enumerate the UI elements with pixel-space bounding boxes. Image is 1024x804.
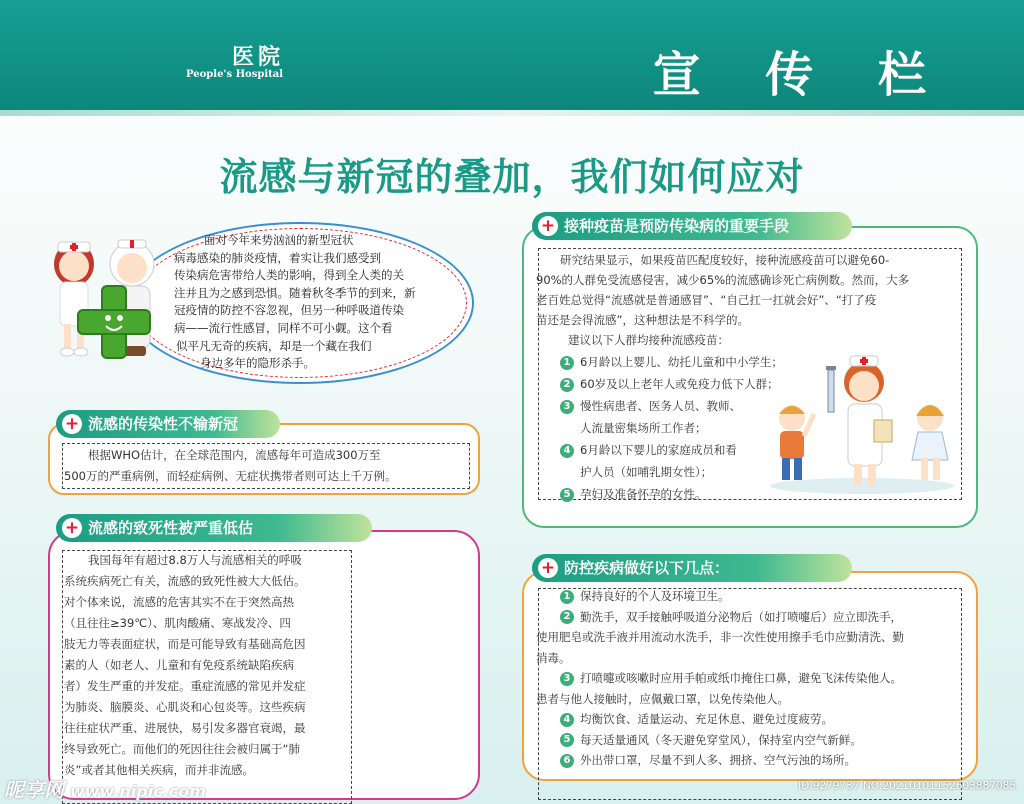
prevention-line: 消毒。 — [536, 650, 571, 665]
section-transmissibility-text — [64, 445, 396, 487]
number-badge: 4 — [560, 713, 574, 727]
section-prevention-title: 防控疾病做好以下几点： — [564, 559, 730, 577]
para-line: 肢无力等表面症状，而是可能导致有基础高危因 — [64, 637, 306, 651]
page-title: 流感与新冠的叠加，我们如何应对 — [219, 155, 805, 199]
para-line: 终导致死亡。而他们的死因往往会被归属于“肺 — [64, 742, 300, 756]
para-line: 系统疾病死亡有关，流感的致死性被大大低估。 — [64, 574, 306, 588]
para-line: 往往症状严重、进展快，易引发多器官衰竭，最 — [64, 721, 306, 735]
prevention-item-text: 打喷嚏或咳嗽时应用手帕或纸巾掩住口鼻，避免飞沫传染他人。 — [580, 671, 902, 685]
section-transmissibility-header — [56, 410, 280, 438]
section-vaccine-text — [536, 250, 909, 330]
number-badge: 1 — [560, 356, 574, 370]
para-line: 素的人（如老人、儿童和有免疫系统缺陷疾病 — [64, 658, 294, 672]
number-badge: 4 — [560, 444, 574, 458]
para-line: 500万的严重病例，而轻症病例、无症状携带者则可达上千万例。 — [64, 469, 397, 483]
watermark-site: www.nipic.com — [70, 782, 206, 801]
prevention-line: 患者与他人接触时，应佩戴口罩，以免传染他人。 — [536, 691, 789, 706]
section-prevention-header — [532, 554, 852, 582]
number-badge: 5 — [560, 733, 574, 747]
watermark-logo — [4, 774, 206, 803]
vaccine-item-text: 慢性病患者、医务人员、教师、 — [580, 399, 741, 413]
header-title: 宣 传 栏 — [652, 47, 950, 103]
vaccine-item-continued: 护人员（如哺乳期女性）； — [580, 465, 713, 479]
prevention-line: 使用肥皂或洗手液并用流动水洗手，非一次性使用擦手毛巾应勤清洗、勤 — [536, 630, 904, 644]
para-line: 老百姓总觉得“流感就是普通感冒”、“自己扛一扛就会好”、“打了疫 — [536, 293, 877, 307]
prevention-item — [536, 730, 904, 751]
prevention-item — [536, 607, 904, 628]
vaccine-intro: 建议以下人群均接种流感疫苗： — [568, 333, 729, 347]
number-badge: 6 — [560, 754, 574, 768]
intro-line: 面对今年来势汹汹的新型冠状 — [204, 233, 354, 247]
prevention-item-text: 保持良好的个人及环境卫生。 — [580, 589, 730, 603]
prevention-item-text: 均衡饮食、适量运动、充足休息、避免过度疲劳。 — [580, 712, 833, 726]
prevention-item — [536, 586, 904, 607]
plus-icon: + — [62, 414, 82, 434]
plus-icon: + — [538, 558, 558, 578]
para-line: 研究结果显示，如果疫苗匹配度较好，接种流感疫苗可以避免60- — [560, 253, 890, 267]
prevention-item-text: 外出带口罩，尽量不到人多、拥挤、空气污浊的场所。 — [580, 753, 856, 767]
nurse-children-illustration — [766, 348, 958, 496]
para-line: 对个体来说，流感的危害其实不在于突然高热 — [64, 595, 294, 609]
vaccine-item — [560, 442, 737, 458]
para-line: （且往往≥39℃）、肌肉酸痛、寒战发冷、四 — [64, 616, 291, 630]
vaccine-item-text: 6月龄以下婴儿的家庭成员和看 — [580, 443, 737, 457]
section-vaccine-header — [532, 212, 852, 240]
para-line: 根据WHO估计，在全球范围内，流感每年可造成300万至 — [88, 448, 381, 462]
vaccine-item — [560, 486, 707, 502]
watermark-id: ID:9279737 NO:20210101152603887085 — [798, 780, 1016, 792]
watermark-brand: 昵享网 — [4, 778, 64, 802]
prevention-item — [536, 709, 904, 730]
number-badge: 5 — [560, 488, 574, 502]
para-line: 我国每年有超过8.8万人与流感相关的呼吸 — [88, 553, 302, 567]
intro-line: 注并且为之感到恐惧。随着秋冬季节的到来，新 — [174, 285, 416, 300]
nurse-doctor-illustration — [44, 228, 178, 368]
header-banner — [0, 0, 1024, 116]
number-badge: 2 — [560, 610, 574, 624]
section-transmissibility-title: 流感的传染性不输新冠 — [88, 415, 239, 433]
prevention-item — [536, 668, 904, 689]
logo-subtitle: People's Hospital — [186, 69, 284, 80]
intro-line: 传染病危害带给人类的影响，得到全人类的关 — [174, 268, 404, 283]
para-line: 为肺炎、脑膜炎、心肌炎和心包炎等。这些疾病 — [64, 700, 306, 714]
intro-line: 病毒感染的肺炎疫情，着实让我们感受到 — [174, 250, 381, 265]
vaccine-item-text: 孕妇及准备怀孕的女性。 — [580, 487, 707, 501]
number-badge: 3 — [560, 672, 574, 686]
number-badge: 3 — [560, 400, 574, 414]
intro-line: 似平凡无奇的疾病，却是一个藏在我们 — [176, 338, 372, 353]
section-mortality-header — [56, 514, 372, 542]
intro-line: 冠疫情的防控不容忽视，但另一种呼吸道传染 — [174, 303, 404, 318]
number-badge: 2 — [560, 378, 574, 392]
vaccine-item — [560, 398, 741, 414]
prevention-item-text: 每天适量通风（冬天避免穿堂风），保持室内空气新鲜。 — [580, 732, 862, 747]
para-line: 苗还是会得流感”，这种想法是不科学的。 — [536, 313, 749, 327]
para-line: 90%的人群免受流感侵害，减少65%的流感确诊死亡病例数。然而，大多 — [536, 273, 910, 287]
vaccine-item — [560, 354, 783, 370]
intro-line: 病——流行性感冒，同样不可小觑。这个看 — [174, 320, 393, 335]
vaccine-item-continued: 人流量密集场所工作者； — [580, 421, 707, 435]
section-vaccine-title: 接种疫苗是预防传染病的重要手段 — [564, 217, 790, 235]
section-prevention-text — [536, 586, 904, 771]
vaccine-item-text: 6月龄以上婴儿、幼托儿童和中小学生； — [580, 355, 783, 369]
number-badge: 1 — [560, 590, 574, 604]
section-mortality-title: 流感的致死性被严重低估 — [88, 519, 254, 537]
plus-icon: + — [538, 216, 558, 236]
intro-line: 身边多年的隐形杀手。 — [200, 356, 315, 371]
intro-text — [164, 232, 464, 373]
prevention-item — [536, 750, 904, 771]
prevention-item-text: 勤洗手，双手接触呼吸道分泌物后（如打喷嚏后）应立即洗手， — [580, 609, 902, 624]
vaccine-item — [560, 376, 779, 392]
para-line: 者）发生严重的并发症。重症流感的常见并发症 — [64, 679, 306, 693]
section-mortality-text — [64, 550, 306, 781]
vaccine-item-text: 60岁及以上老年人或免疫力低下人群； — [580, 377, 779, 391]
header-stripe — [0, 110, 1024, 116]
para-line: 炎”或者其他相关疾病，而并非流感。 — [64, 763, 254, 777]
logo-text: 医院 — [232, 44, 285, 70]
plus-icon: + — [62, 518, 82, 538]
